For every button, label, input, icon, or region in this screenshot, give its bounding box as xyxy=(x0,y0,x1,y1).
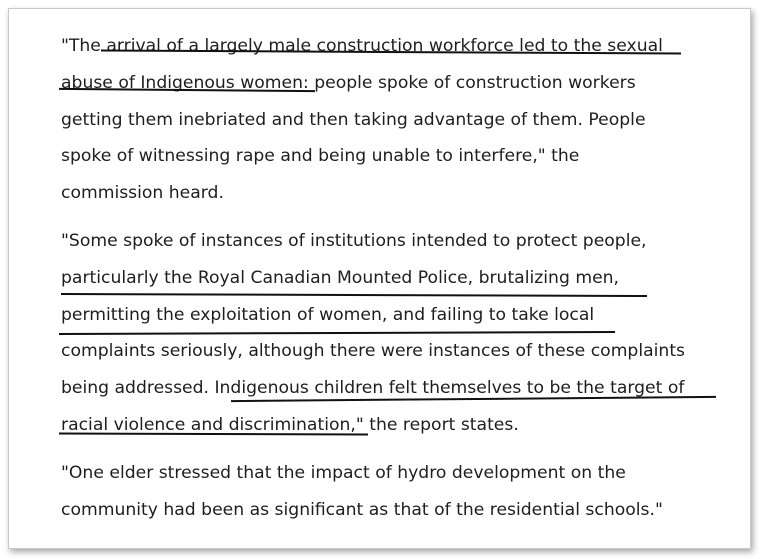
text-line: particularly the Royal Canadian Mounted Police, brutalizing men, xyxy=(61,267,619,288)
text-line: racial violence and discrimination," the report states. xyxy=(61,414,519,435)
text-line: complaints seriously, although there were instances of these complaints xyxy=(61,341,686,362)
text-line: permitting the exploitation of women, and failing to take local xyxy=(61,304,595,325)
text-line: commission heard. xyxy=(61,183,224,204)
text-line: getting them inebriated and then taking advantage of them. People xyxy=(61,109,646,130)
text-line: abuse of Indigenous women: people spoke of construction workers xyxy=(61,72,636,93)
text-line: community had been as significant as that of the residential schools." xyxy=(61,499,663,520)
text-line: being addressed. Indigenous children felt themselves to be the target of xyxy=(61,378,685,399)
text-line: "The arrival of a largely male construction workforce led to the sexual xyxy=(61,36,663,56)
document-card xyxy=(8,8,751,549)
paragraph-1 xyxy=(61,28,741,212)
text-line: "Some spoke of instances of institutions intended to protect people, xyxy=(61,231,647,251)
text-line: spoke of witnessing rape and being unable to interfere," the xyxy=(61,146,580,167)
text-line: "One elder stressed that the impact of hydro development on the xyxy=(61,463,626,483)
paragraph-3 xyxy=(61,455,741,529)
